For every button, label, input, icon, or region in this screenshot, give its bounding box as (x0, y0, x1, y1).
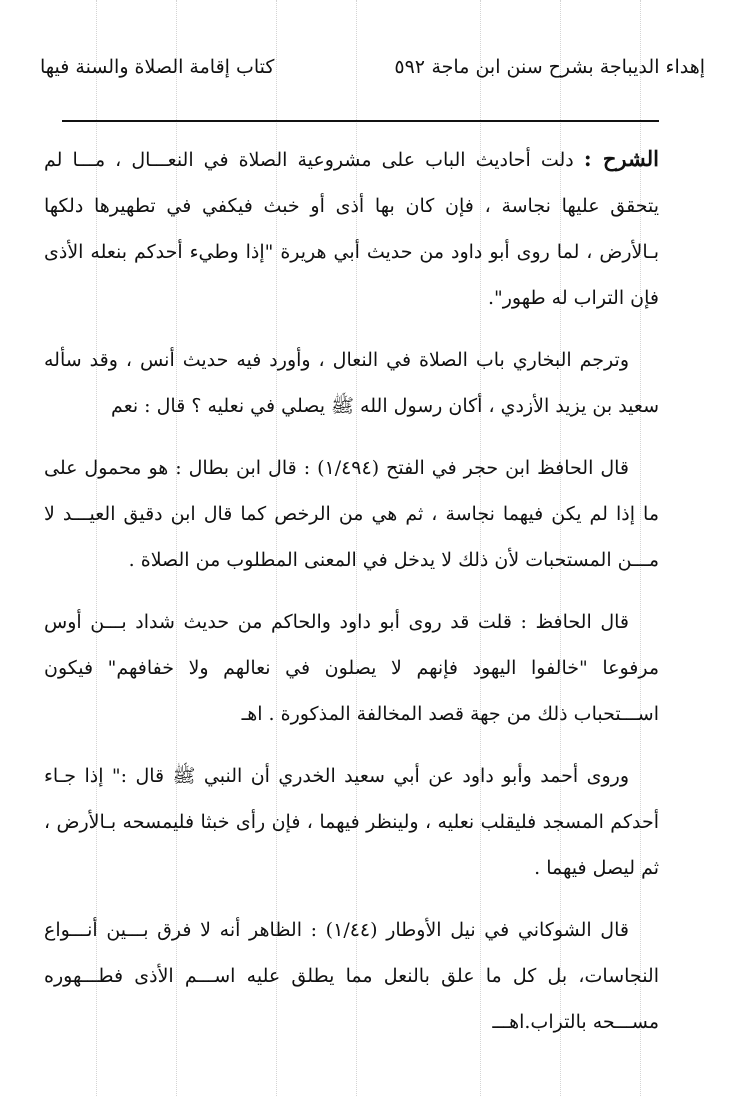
header-rule (62, 120, 659, 122)
paragraph-hafiz: قال الحافظ : قلت قد روى أبو داود والحاكم من حديث شداد بـــن أوس مرفوعا "خالفوا اليهود فإنهم لا يصلون في نعالهم ولا خفافهم" فيكون اســـتحباب ذلك من جهة قصد المخالفة المذكورة . اهـ (44, 611, 659, 725)
paragraph-commentary (44, 136, 659, 321)
chapter-title: كتاب إقامة الصلاة والسنة فيها (40, 56, 275, 78)
book-title: إهداء الديباجة بشرح سنن ابن ماجة (431, 56, 705, 78)
page-content (44, 136, 659, 1061)
commentary-heading: الشرح : (583, 146, 659, 171)
paragraph-ibn-hajar: قال الحافظ ابن حجر في الفتح (١/٤٩٤) : قال ابن بطال : هو محمول على ما إذا لم يكن فيهما نجاسة ، ثم هي من الرخص كما قال ابن دقيق العيـــد لا مـــن المستحبات لأن ذلك لا يدخل في المعنى المطلوب من الصلاة . (44, 457, 659, 571)
paragraph-abu-saeed: وروى أحمد وأبو داود عن أبي سعيد الخدري أن النبي ﷺ قال :" إذا جـاء أحدكم المسجد فليقلب نعليه ، ولينظر فيهما ، فإن رأى خبثا فليمسحه بـالأرض ، ثم ليصل فيهما . (44, 765, 659, 879)
paragraph-shawkani: قال الشوكاني في نيل الأوطار (١/٤٤) : الظاهر أنه لا فرق بـــين أنـــواع النجاسات، بل كل ما علق بالنعل مما يطلق عليه اســـم الأذى فطـــهوره مســـحه بالتراب.اهـــ (44, 919, 659, 1033)
paragraph-bukhari: وترجم البخاري باب الصلاة في النعال ، وأورد فيه حديث أنس ، وقد سأله سعيد بن يزيد الأزدي ، أكان رسول الله ﷺ يصلي في نعليه ؟ قال : نعم (44, 349, 659, 417)
page-number: ٥٩٢ (394, 56, 425, 78)
page-header (40, 50, 705, 90)
commentary-text: دلت أحاديث الباب على مشروعية الصلاة في النعـــال ، مـــا لم يتحقق عليها نجاسة ، فإن كان بها أذى أو خبث فيكفي في تطهيرها دلكها بـالأرض ، لما روى أبو داود من حديث أبي هريرة "إذا وطيء أحدكم بنعله الأذى فإن التراب له طهور". (44, 149, 659, 309)
